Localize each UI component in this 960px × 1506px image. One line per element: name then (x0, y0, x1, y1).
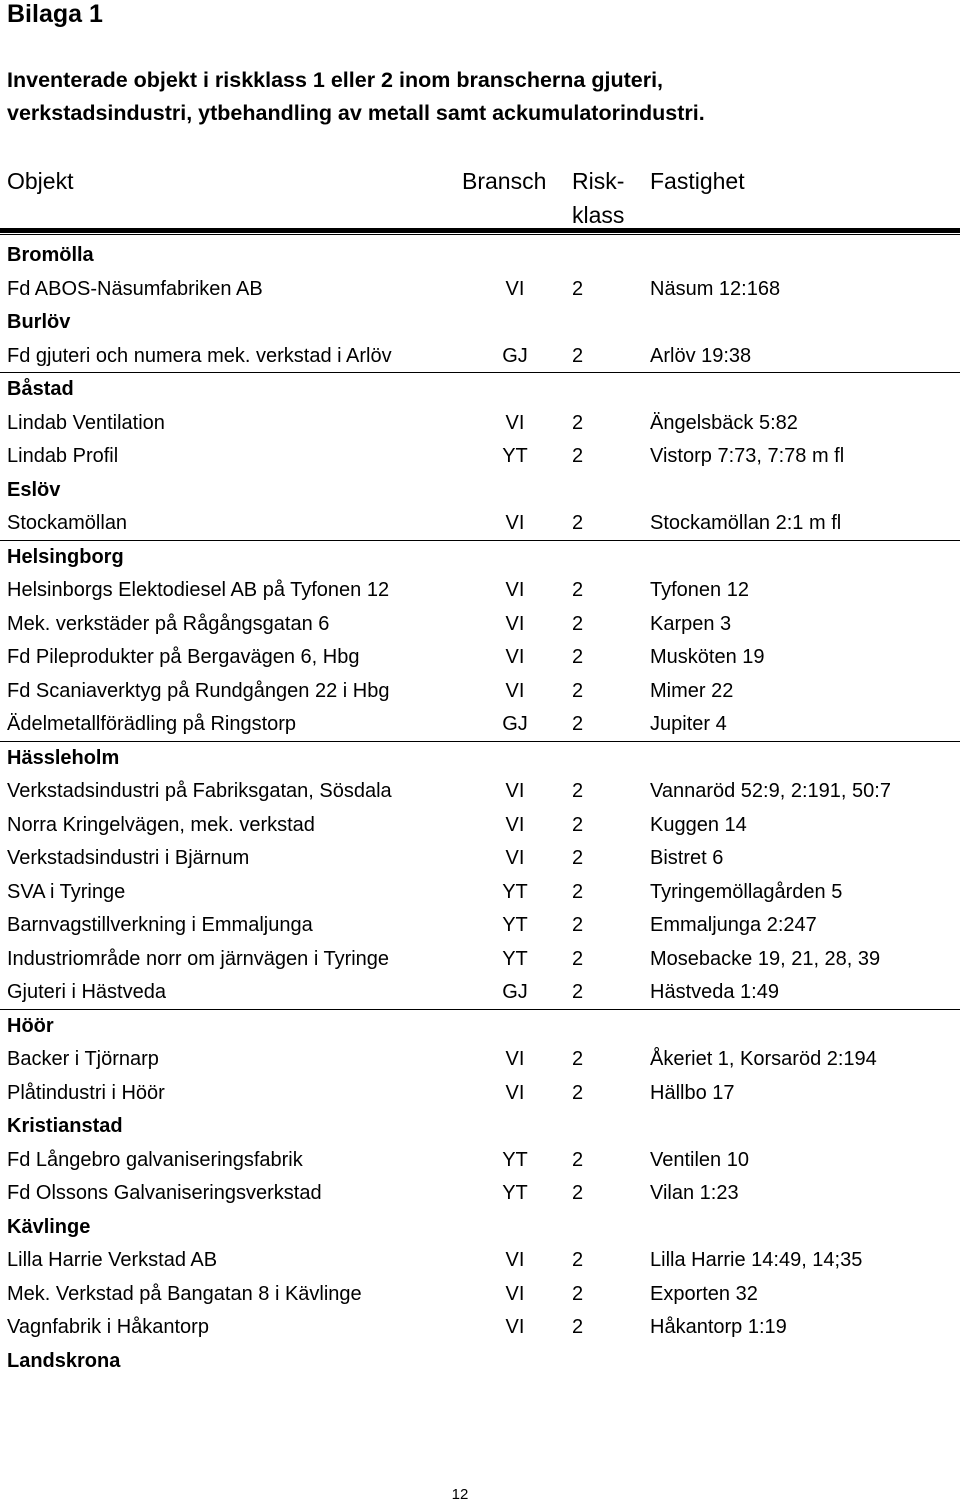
cell-riskklass: 2 (572, 847, 584, 869)
table-row (0, 1043, 960, 1077)
cell-bransch: YT (502, 445, 528, 467)
cell-objekt: Stockamöllan (7, 512, 128, 534)
cell-bransch: VI (505, 411, 525, 434)
cell-riskklass: 2 (572, 512, 584, 534)
section-heading: Kristianstad (7, 1115, 123, 1137)
table-row (0, 407, 960, 441)
cell-riskklass: 2 (572, 981, 584, 1003)
cell-fastighet: Bistret 6 (650, 847, 724, 869)
cell-riskklass: 2 (572, 411, 584, 434)
cell-fastighet: Kuggen 14 (650, 813, 747, 836)
cell-riskklass: 2 (572, 1048, 584, 1070)
cell-objekt: Verkstadsindustri på Fabriksgatan, Sösdala (7, 780, 392, 802)
table-row (0, 809, 960, 843)
section-heading: Höör (7, 1014, 54, 1037)
cell-bransch: VI (505, 780, 525, 802)
section-row (0, 541, 960, 575)
column-header-fastighet: Fastighet (650, 168, 745, 194)
subtitle-line-2: verkstadsindustri, ytbehandling av metall samt ackumulatorindustri. (7, 101, 705, 125)
header-thin-rule (0, 234, 960, 235)
cell-bransch: VI (505, 512, 525, 534)
cell-riskklass: 2 (572, 813, 584, 836)
cell-objekt: Gjuteri i Hästveda (7, 981, 166, 1003)
column-header-objekt: Objekt (7, 168, 74, 194)
cell-objekt: Helsinborgs Elektodiesel AB på Tyfonen 12 (7, 579, 390, 601)
cell-objekt: Ädelmetallförädling på Ringstorp (7, 713, 297, 735)
cell-objekt: Fd gjuteri och numera mek. verkstad i Arlöv (7, 344, 392, 367)
cell-objekt: Verkstadsindustri i Bjärnum (7, 847, 250, 869)
cell-riskklass: 2 (572, 1316, 584, 1338)
cell-riskklass: 2 (572, 445, 584, 467)
table-row (0, 1311, 960, 1345)
section-row (0, 1211, 960, 1245)
cell-bransch: VI (505, 813, 525, 836)
cell-objekt: Plåtindustri i Höör (7, 1081, 165, 1104)
document-title: Bilaga 1 (7, 0, 103, 28)
cell-fastighet: Stockamöllan 2:1 m fl (650, 512, 842, 534)
section-heading: Helsingborg (7, 545, 124, 568)
cell-objekt: Barnvagstillverkning i Emmaljunga (7, 914, 313, 936)
section-row (0, 306, 960, 340)
cell-riskklass: 2 (572, 880, 584, 903)
cell-riskklass: 2 (572, 1282, 584, 1305)
section-heading: Burlöv (7, 311, 71, 333)
section-row (0, 742, 960, 776)
cell-fastighet: Vannaröd 52:9, 2:191, 50:7 (650, 780, 891, 802)
cell-objekt: Fd Scaniaverktyg på Rundgången 22 i Hbg (7, 679, 390, 702)
cell-bransch: GJ (502, 344, 528, 367)
cell-fastighet: Hästveda 1:49 (650, 981, 779, 1003)
cell-objekt: Norra Kringelvägen, mek. verkstad (7, 813, 315, 836)
table-row (0, 708, 960, 742)
cell-fastighet: Musköten 19 (650, 646, 765, 668)
cell-riskklass: 2 (572, 646, 584, 668)
cell-fastighet: Tyringemöllagården 5 (650, 880, 843, 903)
table-row (0, 440, 960, 474)
table-row (0, 1077, 960, 1111)
cell-bransch: VI (505, 1249, 525, 1271)
table-row (0, 675, 960, 709)
table-row (0, 641, 960, 675)
cell-bransch: VI (505, 847, 525, 869)
column-header-riskklass (572, 164, 642, 232)
riskklass-header-line-2: klass (572, 202, 625, 228)
cell-fastighet: Lilla Harrie 14:49, 14;35 (650, 1249, 863, 1271)
cell-bransch: YT (502, 880, 528, 903)
cell-fastighet: Håkantorp 1:19 (650, 1316, 787, 1338)
cell-objekt: Fd Pileprodukter på Bergavägen 6, Hbg (7, 646, 360, 668)
table-row (0, 340, 960, 374)
section-row (0, 1110, 960, 1144)
table-row (0, 943, 960, 977)
table-row (0, 507, 960, 541)
cell-bransch: VI (505, 679, 525, 702)
cell-objekt: Lilla Harrie Verkstad AB (7, 1249, 218, 1271)
cell-objekt: Mek. verkstäder på Rågångsgatan 6 (7, 612, 330, 635)
document-subtitle (7, 64, 907, 130)
cell-riskklass: 2 (572, 713, 584, 735)
cell-riskklass: 2 (572, 947, 584, 970)
cell-bransch: VI (505, 1048, 525, 1070)
cell-riskklass: 2 (572, 914, 584, 936)
cell-fastighet: Jupiter 4 (650, 713, 727, 735)
cell-objekt: Lindab Profil (7, 445, 119, 467)
section-heading: Eslöv (7, 478, 61, 501)
column-header-bransch: Bransch (462, 168, 547, 194)
cell-objekt: Industriområde norr om järnvägen i Tyringe (7, 947, 390, 970)
table-row (0, 976, 960, 1010)
subtitle-line-1: Inventerade objekt i riskklass 1 eller 2 inom branscherna gjuteri, (7, 68, 664, 92)
cell-bransch: VI (505, 646, 525, 668)
table-row (0, 1177, 960, 1211)
table-row (0, 1278, 960, 1312)
cell-fastighet: Karpen 3 (650, 612, 732, 635)
cell-fastighet: Ventilen 10 (650, 1148, 749, 1171)
cell-riskklass: 2 (572, 780, 584, 802)
riskklass-header-line-1: Risk- (572, 168, 625, 194)
cell-fastighet: Åkeriet 1, Korsaröd 2:194 (650, 1048, 877, 1070)
table-row (0, 574, 960, 608)
section-row (0, 474, 960, 508)
cell-riskklass: 2 (572, 612, 584, 635)
cell-fastighet: Arlöv 19:38 (650, 344, 752, 367)
table-row (0, 1244, 960, 1278)
cell-bransch: VI (505, 1316, 525, 1338)
section-heading: Båstad (7, 378, 74, 400)
cell-objekt: Mek. Verkstad på Bangatan 8 i Kävlinge (7, 1282, 362, 1305)
cell-objekt: Fd ABOS-Näsumfabriken AB (7, 277, 263, 300)
cell-riskklass: 2 (572, 579, 584, 601)
cell-riskklass: 2 (572, 1081, 584, 1104)
cell-riskklass: 2 (572, 277, 584, 300)
cell-bransch: YT (502, 914, 528, 936)
table-row (0, 842, 960, 876)
table-row (0, 909, 960, 943)
header-thick-rule (0, 228, 960, 233)
cell-objekt: Vagnfabrik i Håkantorp (7, 1316, 209, 1338)
cell-fastighet: Vistorp 7:73, 7:78 m fl (650, 445, 845, 467)
cell-fastighet: Näsum 12:168 (650, 277, 781, 300)
cell-riskklass: 2 (572, 344, 584, 367)
table-row (0, 608, 960, 642)
cell-objekt: Fd Olssons Galvaniseringsverkstad (7, 1182, 322, 1204)
page-number: 12 (451, 1486, 469, 1503)
cell-fastighet: Exporten 32 (650, 1282, 758, 1305)
section-row (0, 1010, 960, 1044)
cell-objekt: SVA i Tyringe (7, 880, 126, 903)
cell-bransch: VI (505, 277, 525, 300)
section-row (0, 1345, 960, 1379)
section-row (0, 373, 960, 407)
section-heading: Hässleholm (7, 746, 120, 769)
section-row (0, 239, 960, 273)
cell-riskklass: 2 (572, 1148, 584, 1171)
cell-riskklass: 2 (572, 1249, 584, 1271)
cell-bransch: YT (502, 947, 528, 970)
cell-objekt: Backer i Tjörnarp (7, 1048, 159, 1070)
cell-riskklass: 2 (572, 679, 584, 702)
cell-fastighet: Vilan 1:23 (650, 1182, 739, 1204)
cell-bransch: YT (502, 1148, 528, 1171)
cell-fastighet: Mosebacke 19, 21, 28, 39 (650, 947, 881, 970)
cell-objekt: Lindab Ventilation (7, 411, 165, 434)
cell-fastighet: Hällbo 17 (650, 1081, 735, 1104)
cell-bransch: VI (505, 579, 525, 601)
cell-bransch: YT (502, 1182, 528, 1204)
table-row (0, 273, 960, 307)
cell-objekt: Fd Långebro galvaniseringsfabrik (7, 1148, 303, 1171)
cell-fastighet: Mimer 22 (650, 679, 734, 702)
table-row (0, 775, 960, 809)
cell-riskklass: 2 (572, 1182, 584, 1204)
cell-fastighet: Ängelsbäck 5:82 (650, 411, 798, 434)
cell-bransch: GJ (502, 981, 528, 1003)
table-row (0, 876, 960, 910)
cell-bransch: GJ (502, 713, 528, 735)
cell-fastighet: Emmaljunga 2:247 (650, 914, 817, 936)
section-heading: Kävlinge (7, 1215, 91, 1238)
cell-bransch: VI (505, 1282, 525, 1305)
cell-fastighet: Tyfonen 12 (650, 579, 749, 601)
cell-bransch: VI (505, 1081, 525, 1104)
table-body (0, 239, 960, 1378)
section-heading: Bromölla (7, 244, 94, 266)
table-row (0, 1144, 960, 1178)
cell-bransch: VI (505, 612, 525, 635)
section-heading: Landskrona (7, 1349, 121, 1372)
